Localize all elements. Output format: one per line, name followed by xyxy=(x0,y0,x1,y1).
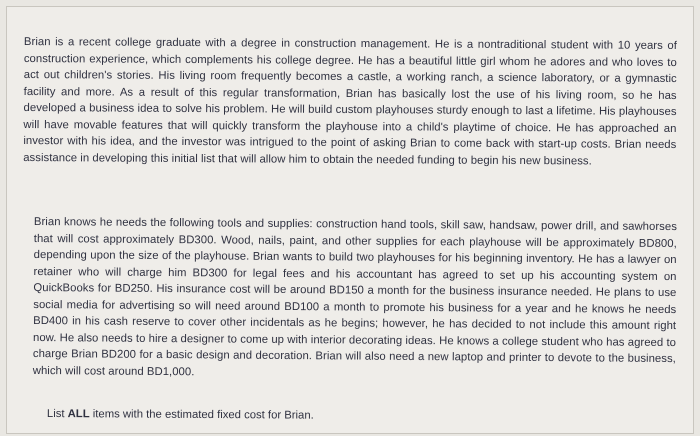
question-sheet xyxy=(6,6,694,434)
task-instruction xyxy=(47,406,314,424)
scenario-paragraph-1: Brian is a recent college graduate with a degree in construction management. He is a nontraditional student with 10 years of construction experience, which complements his college degree. He has a beautiful little girl whom he adores and who loves to act out children's stories. His living room frequently becomes a castle, a working ranch, a science laboratory, or a gymnastic facility and more. As a result of this regular transformation, Brian has basically lost the use of his living room, so he has developed a business idea to solve his problem. He will build custom playhouses sturdy enough to last a lifetime. His playhouses will have movable features that will quickly transform the playhouse into a child's playtime of choice. He has approached an investor with his idea, and the investor was intrigued to the point of asking Brian to come back with start-up costs. Brian needs assistance in developing this initial list that will allow him to obtain the needed funding to begin his new business. xyxy=(23,35,677,167)
instruction-emphasis: ALL xyxy=(67,408,90,421)
instruction-prefix: List xyxy=(46,407,68,421)
instruction-suffix: items with the estimated fixed cost for Brian. xyxy=(89,408,314,422)
scenario-paragraph-2: Brian knows he needs the following tools and supplies: construction hand tools, skill saw, handsaw, power drill, and sawhorses that will cost approximately BD300. Wood, nails, paint, and other supplies for each playhouse will be approximately BD800, depending upon the size of the playhouse. Brian wants to build two playhouses for his beginning inventory. He has a lawyer on retainer who will charge him BD300 for legal fees and his accountant has agreed to set up his accounting system on QuickBooks for BD250. His insurance cost will be around BD150 a month for the business insurance needed. He plans to use social media for advertising so will need around BD100 a month to promote his business for a year and he knows he needs BD400 in his cash reserve to cover other incidentals as he begins; however, he has decided to not include this amount right now. He also needs to hire a designer to come up with interior decorating ideas. He knows a college student who has agreed to charge Brian BD200 for a basic design and decoration. Brian will also need a new laptop and printer to devote to the business, which will cost around BD1,000. xyxy=(32,215,677,378)
